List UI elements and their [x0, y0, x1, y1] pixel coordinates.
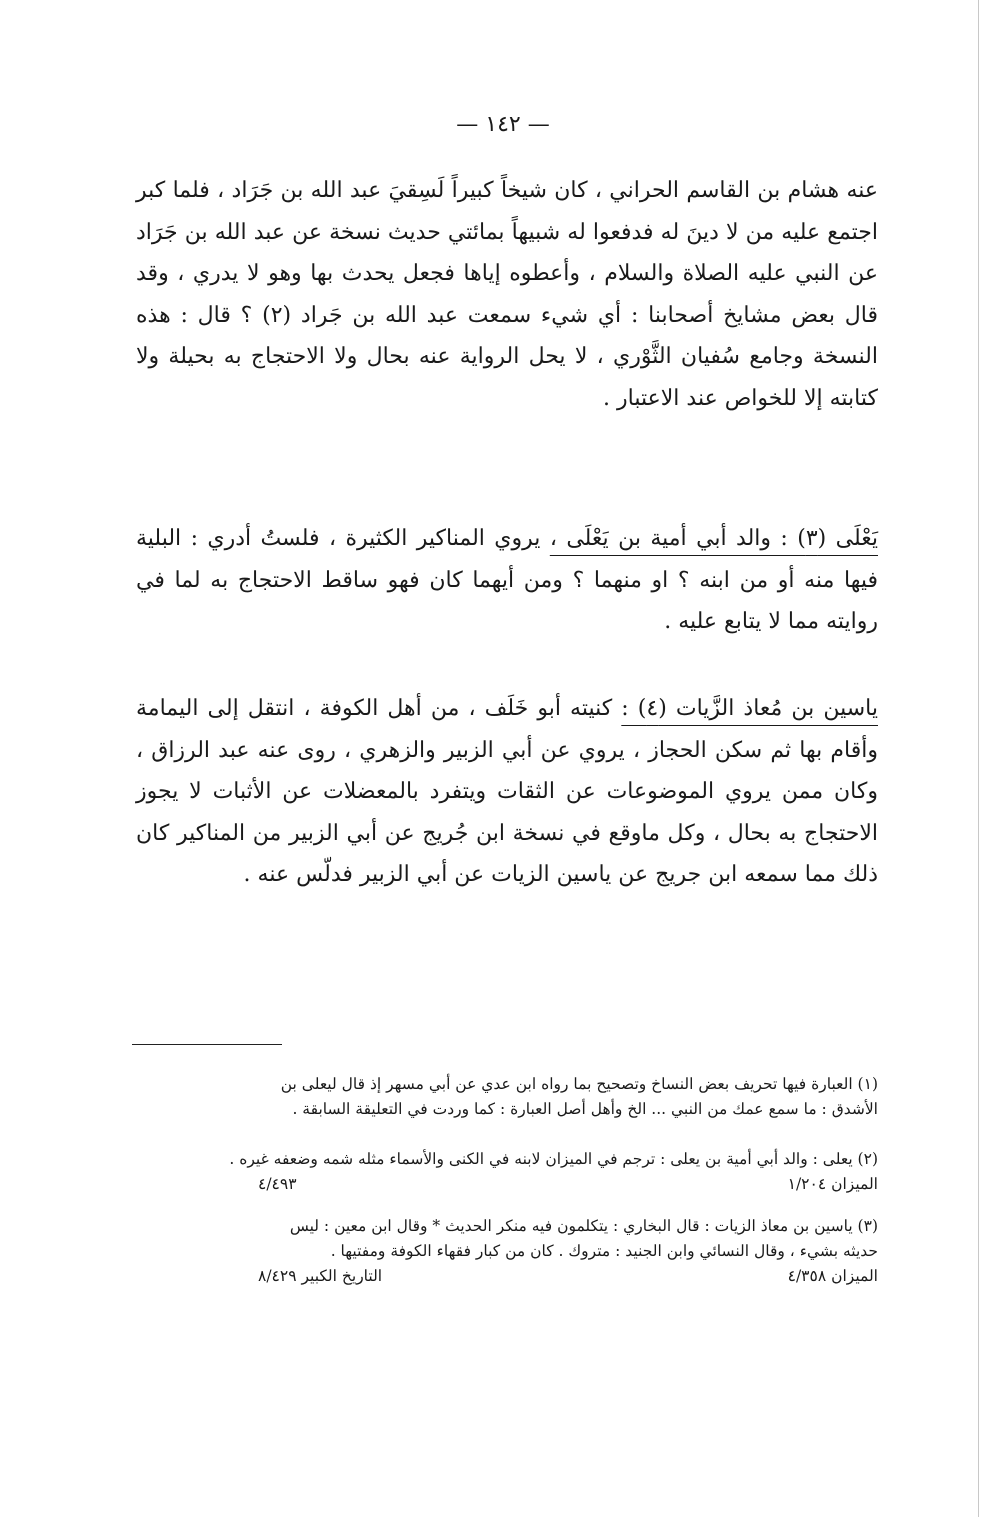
footnote-1 — [136, 1072, 878, 1122]
scan-edge-line — [978, 0, 979, 1517]
entry-heading-yala: يَعْلَى (٣) : والد أبي أمية بن يَعْلَى ، — [549, 526, 878, 551]
footnote-separator — [132, 1044, 282, 1045]
footnote-reference: التاريخ الكبير ٨/٤٢٩ — [258, 1267, 383, 1285]
footnote-3 — [136, 1214, 878, 1289]
paragraph-yala-entry — [136, 518, 878, 643]
footnote-reference-row — [258, 1264, 878, 1289]
footnote-line: (١) العبارة فيها تحريف بعض النساخ وتصحيح بما رواه ابن عدي عن أبي مسهر إذ قال ليعلى بن — [280, 1075, 878, 1093]
paragraph-hisham-entry — [136, 170, 878, 419]
paragraph-text: عنه هشام بن القاسم الحراني ، كان شيخاً كبيراً لَسِقيَ عبد الله بن جَرَاد ، فلما كبر اجتمع عليه من لا دينَ له فدفعوا له شبيهاً بمائتي حديث نسخة عن عبد الله بن جَرَاد عن النبي عليه الصلاة والسلام ، وأعطوه إياها فجعل يحدث بها وهو لا يدري ، وقد قال بعض مشايخ أصحابنا : أي شيء سمعت عبد الله بن جَراد (٢) ؟ قال : هذه النسخة وجامع سُفيان الثَّوْري ، لا يحل الرواية عنه بحال ولا الاحتجاج به بحيلة ولا كتابته إلا للخواص عند الاعتبار . — [136, 178, 878, 411]
footnote-reference-row — [258, 1172, 878, 1197]
paragraph-text: كنيته أبو خَلَف ، من أهل الكوفة ، انتقل إلى اليمامة وأقام بها ثم سكن الحجاز ، يروي عن أبي الزبير والزهري ، روى عنه عبد الرزاق ، وكان ممن يروي الموضوعات عن الثقات ويتفرد بالمعضلات عن الأثبات لا يجوز الاحتجاج به بحال ، وكل ماوقع في نسخة ابن جُريج عن أبي الزبير من المناكير كان ذلك مما سمعه ابن جريج عن ياسين الزيات عن أبي الزبير فدلّس عنه . — [136, 696, 878, 887]
paragraph-text: يروي المناكير الكثيرة ، فلستُ أدري : البلية فيها منه أو من ابنه ؟ او منهما ؟ ومن أيهما كان فهو ساقط الاحتجاج به لما في روايته مما لا يتابع عليه . — [136, 526, 878, 634]
footnote-line: (٣) ياسين بن معاذ الزيات : قال البخاري : يتكلمون فيه منكر الحديث * وقال ابن معين : ليس — [289, 1217, 878, 1235]
paragraph-yasin-entry — [136, 688, 878, 896]
footnote-reference: ٤/٤٩٣ — [258, 1175, 297, 1193]
footnote-reference: الميزان ٤/٣٥٨ — [787, 1267, 878, 1285]
footnote-2 — [136, 1147, 878, 1197]
footnote-reference: الميزان ١/٢٠٤ — [787, 1175, 878, 1193]
entry-heading-yasin: ياسين بن مُعاذ الزَّيات (٤) : — [621, 696, 878, 721]
footnote-line: الأشدق : ما سمع عمك من النبي ... الخ وأهل أصل العبارة : كما وردت في التعليقة السابقة . — [292, 1100, 878, 1118]
footnote-line: حديثه بشيء ، وقال النسائي وابن الجنيد : متروك . كان من كبار فقهاء الكوفة ومفتيها . — [330, 1242, 878, 1260]
page-number: — ١٤٢ — — [456, 112, 550, 137]
footnote-line: (٢) يعلى : والد أبي أمية بن يعلى : ترجم في الميزان لابنه في الكنى والأسماء مثله شمه وضعفه غيره . — [229, 1150, 878, 1168]
